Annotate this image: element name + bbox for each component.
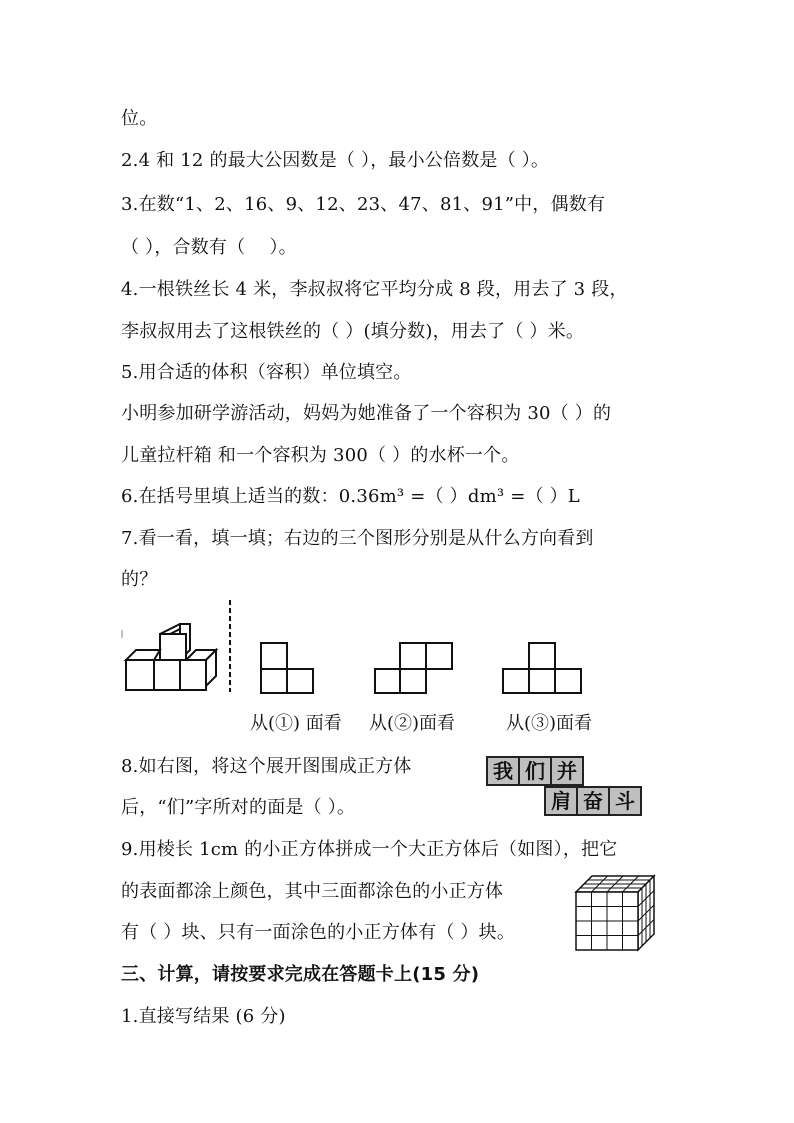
question-4-cont: 李叔叔用去了这根铁丝的（ ）(填分数)，用去了（ ）米。 bbox=[121, 321, 585, 342]
question-9-line-2: 的表面都涂上颜色，其中三面都涂色的小正方体 bbox=[121, 881, 504, 902]
net-face-2: 们 bbox=[518, 756, 552, 786]
net-face-5: 奋 bbox=[576, 786, 610, 816]
view-2-caption: 从(②)面看 bbox=[369, 713, 456, 734]
big-cube-figure bbox=[572, 872, 660, 952]
text-line-1: 位。 bbox=[121, 108, 158, 129]
question-4: 4.一根铁丝长 4 米，李叔叔将它平均分成 8 段，用去了 3 段， bbox=[121, 279, 628, 300]
question-7-cont: 的？ bbox=[121, 569, 158, 590]
question-3: 3.在数“1、2、16、9、12、23、47、81、91”中，偶数有 bbox=[121, 194, 606, 215]
question-8: 8.如右图，将这个展开图围成正方体 bbox=[121, 756, 412, 777]
question-7: 7.看一看，填一填；右边的三个图形分别是从什么方向看到 bbox=[121, 528, 594, 549]
view-3-caption: 从(③)面看 bbox=[506, 713, 593, 734]
view-1-caption: 从(①) 面看 bbox=[250, 713, 342, 734]
net-face-4: 肩 bbox=[544, 786, 578, 816]
section-3-item-1: 1.直接写结果 (6 分) bbox=[121, 1006, 286, 1027]
section-3-heading: 三、计算，请按要求完成在答题卡上(15 分) bbox=[121, 964, 480, 985]
question-9-line-3: 有（ ）块、只有一面涂色的小正方体有（ ）块。 bbox=[121, 922, 516, 943]
question-8-cont: 后，“们”字所对的面是（ ）。 bbox=[121, 797, 356, 818]
net-face-3: 并 bbox=[550, 756, 584, 786]
question-2: 2.4 和 12 的最大公因数是（ ），最小公倍数是（ ）。 bbox=[121, 150, 550, 171]
dashed-divider bbox=[226, 600, 234, 692]
view-1-figure bbox=[258, 640, 318, 696]
view-2-figure bbox=[372, 640, 458, 696]
question-6: 6.在括号里填上适当的数：0.36m³ =（ ）dm³ =（ ）L bbox=[121, 486, 580, 507]
question-5-line-3: 儿童拉杆箱 和一个容积为 300（ ）的水杯一个。 bbox=[121, 445, 520, 466]
net-face-1: 我 bbox=[486, 756, 520, 786]
question-5-line-2: 小明参加研学游活动，妈妈为她准备了一个容积为 30（ ）的 bbox=[121, 403, 612, 424]
net-face-6: 斗 bbox=[608, 786, 642, 816]
cube-stack-figure bbox=[118, 620, 228, 695]
question-5: 5.用合适的体积（容积）单位填空。 bbox=[121, 362, 412, 383]
question-9: 9.用棱长 1cm 的小正方体拼成一个大正方体后（如图），把它 bbox=[121, 839, 618, 860]
question-3-cont: （ ），合数有（ ）。 bbox=[121, 237, 297, 258]
view-3-figure bbox=[500, 640, 586, 696]
